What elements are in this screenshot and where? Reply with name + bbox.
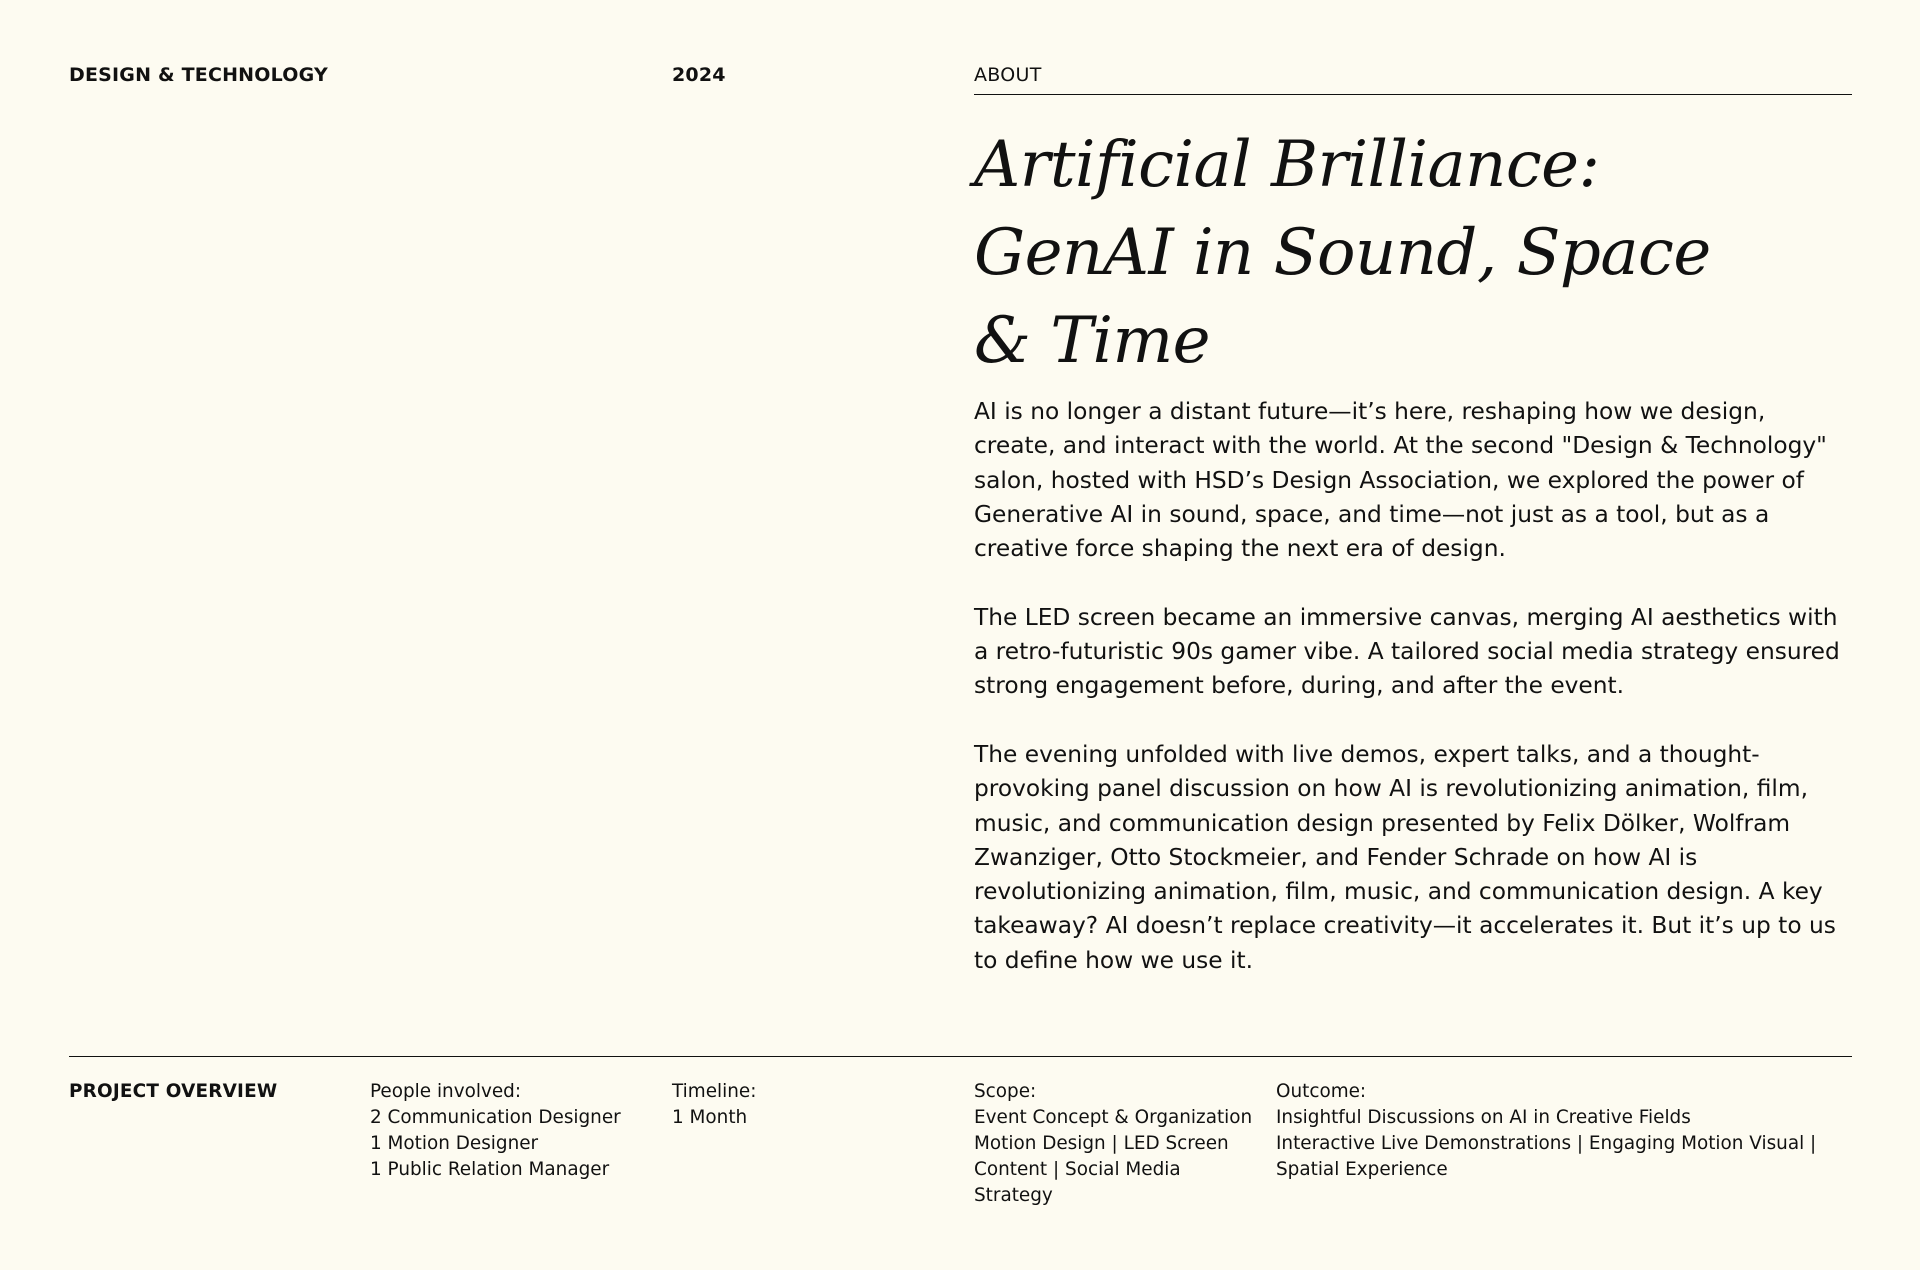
overview-outcome-item: Interactive Live Demonstrations | Engaging Motion Visual |	[1276, 1133, 1817, 1154]
overview-people	[370, 1079, 660, 1183]
overview-scope	[974, 1079, 1264, 1209]
section-label-about: ABOUT	[974, 62, 1852, 95]
overview-scope-item: Strategy	[974, 1185, 1053, 1206]
overview-people-item: 2 Communication Designer	[370, 1107, 621, 1128]
overview-people-item: 1 Public Relation Manager	[370, 1159, 610, 1180]
title-line: & Time	[974, 304, 1211, 378]
overview-scope-item: Content | Social Media	[974, 1159, 1181, 1180]
title-line: Artificial Brilliance:	[974, 128, 1600, 202]
body-text	[974, 395, 1852, 978]
body-paragraph: The LED screen became an immersive canvas, merging AI aesthetics with a retro-futuristic 90s gamer vibe. A tailored social media strategy ensured strong engagement before, during, and after the event.	[974, 603, 1840, 700]
body-paragraph: The evening unfolded with live demos, expert talks, and a thought-provoking panel discussion on how AI is revolutionizing animation, film, music, and communication design presented by Felix Dölker, Wolfram Zwanziger, Otto Stockmeier, and Fender Schrade on how AI is revolutionizing animation, film, music, and communication design. A key takeaway? AI doesn’t replace creativity—it accelerates it. But it’s up to us to define how we use it.	[974, 740, 1836, 974]
overview-outcome-item: Spatial Experience	[1276, 1159, 1448, 1180]
category-label: DESIGN & TECHNOLOGY	[69, 64, 328, 86]
overview-outcome-label: Outcome:	[1276, 1081, 1367, 1102]
overview-scope-item: Event Concept & Organization	[974, 1107, 1253, 1128]
overview-scope-item: Motion Design | LED Screen	[974, 1133, 1229, 1154]
overview-scope-label: Scope:	[974, 1081, 1037, 1102]
overview-outcome-item: Insightful Discussions on AI in Creative Fields	[1276, 1107, 1691, 1128]
title-line: GenAI in Sound, Space	[974, 216, 1711, 290]
page-title	[974, 121, 1852, 385]
overview-divider	[69, 1056, 1852, 1057]
about-section	[974, 62, 1852, 1012]
overview-timeline-label: Timeline:	[672, 1081, 757, 1102]
body-paragraph: AI is no longer a distant future—it’s here, reshaping how we design, create, and interact with the world. At the second "Design & Technology" salon, hosted with HSD’s Design Association, we explored the power of Generative AI in sound, space, and time—not just as a tool, but as a creative force shaping the next era of design.	[974, 398, 1827, 563]
overview-outcome	[1276, 1079, 1852, 1183]
project-overview-heading: PROJECT OVERVIEW	[69, 1081, 278, 1102]
overview-people-item: 1 Motion Designer	[370, 1133, 539, 1154]
year-label: 2024	[672, 64, 726, 86]
overview-timeline	[672, 1079, 962, 1131]
overview-people-label: People involved:	[370, 1081, 522, 1102]
overview-timeline-item: 1 Month	[672, 1107, 748, 1128]
